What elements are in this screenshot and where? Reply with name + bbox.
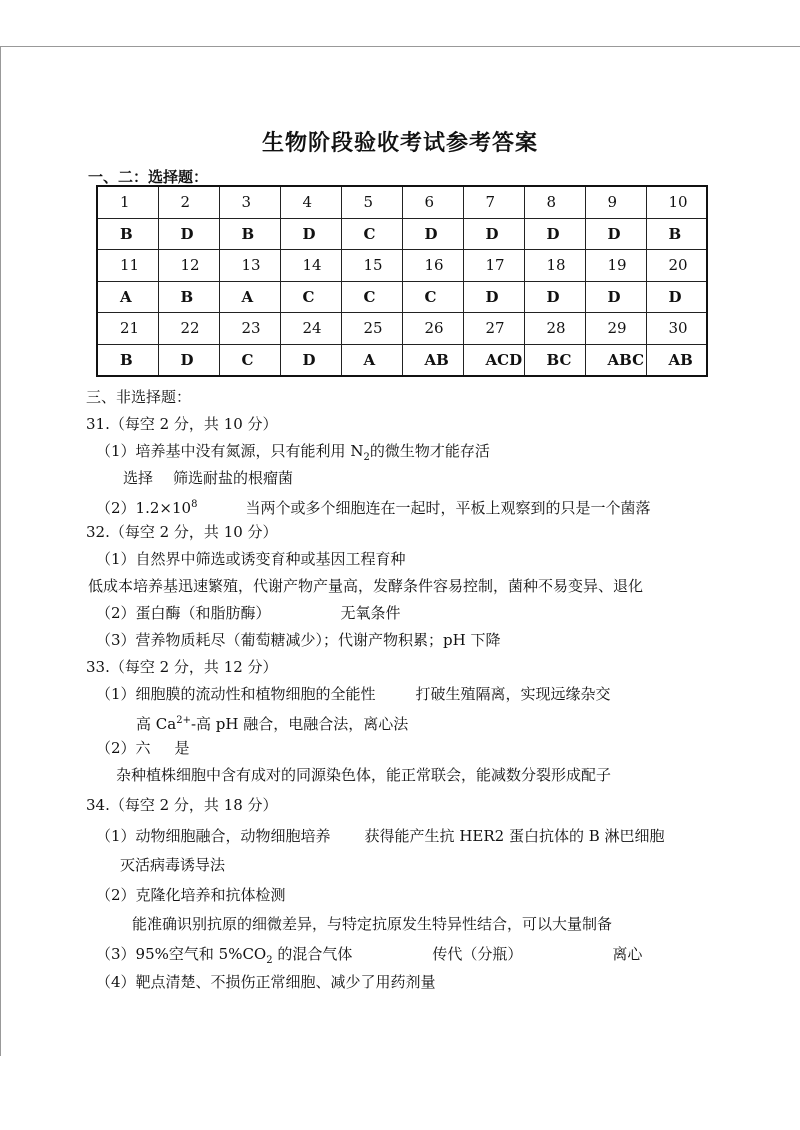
q34-heading: 34.（每空 2 分，共 18 分） [86,796,278,814]
q32-line3-a: （2）蛋白酶（和脂肪酶） [96,604,271,622]
question-number-cell: 1 [97,186,158,218]
question-number-cell: 3 [219,186,280,218]
answer-row [97,344,707,376]
q34-line6: （4）靶点清楚、不损伤正常细胞、减少了用药剂量 [96,973,436,991]
answer-row [97,281,707,313]
answer-cell: D [280,218,341,250]
q33-line2 [136,711,408,734]
q33-line1-b: 打破生殖隔离，实现远缘杂交 [415,685,611,703]
q33-line3 [96,738,190,758]
q33-line3-b: 是 [174,739,190,757]
q32-line4: （3）营养物质耗尽（葡萄糖减少）；代谢产物积累；pH 下降 [96,631,501,649]
answer-cell: ACD [463,344,524,376]
q34-line4: 能准确识别抗原的细微差异，与特定抗原发生特异性结合，可以大量制备 [132,915,613,933]
question-number-cell: 8 [524,186,585,218]
answer-cell: B [97,344,158,376]
q34-line1 [96,826,665,846]
q31-line2 [123,468,293,488]
q33-line2-a: 高 Ca [136,715,177,733]
q31-line3-b: 当两个或多个细胞连在一起时，平板上观察到的只是一个菌落 [245,499,651,517]
q32-heading: 32.（每空 2 分，共 10 分） [86,523,278,541]
answer-table [96,185,708,377]
question-number-cell: 26 [402,313,463,345]
answer-cell: B [97,218,158,250]
answer-cell: C [341,218,402,250]
question-number-cell: 9 [585,186,646,218]
q31-line2-a: 选择 [123,469,154,487]
question-number-cell: 24 [280,313,341,345]
answer-cell: AB [402,344,463,376]
q34-line5-a: （3）95%空气和 5%CO [96,945,267,963]
question-number-cell: 10 [646,186,707,218]
page-top-border [0,46,800,47]
answer-cell: B [158,281,219,313]
section-choice-heading: 一、二：选择题： [88,168,209,186]
answer-cell: A [97,281,158,313]
answer-cell: D [524,218,585,250]
question-number-cell: 13 [219,250,280,282]
q34-line1-b: 获得能产生抗 HER2 蛋白抗体的 B 淋巴细胞 [364,827,665,845]
question-number-cell: 21 [97,313,158,345]
q31-line1-a: （1）培养基中没有氮源，只有能利用 N [96,442,364,460]
page-title: 生物阶段验收考试参考答案 [261,130,538,156]
question-number-cell: 25 [341,313,402,345]
question-number-cell: 22 [158,313,219,345]
answer-cell: D [646,281,707,313]
answer-cell: D [585,218,646,250]
answer-cell: D [463,218,524,250]
question-number-cell: 11 [97,250,158,282]
q31-line3 [96,495,650,518]
answer-cell: D [585,281,646,313]
q34-line3: （2）克隆化培养和抗体检测 [96,886,286,904]
question-number-cell: 30 [646,313,707,345]
question-number-cell: 5 [341,186,402,218]
answer-cell: D [402,218,463,250]
q32-line1: （1）自然界中筛选或诱变育种或基因工程育种 [96,550,406,568]
question-number-row [97,250,707,282]
answer-cell: C [280,281,341,313]
question-number-row [97,186,707,218]
answer-cell: D [463,281,524,313]
q34-line5 [96,944,642,971]
q33-line3-a: （2）六 [96,739,151,757]
answer-cell: C [341,281,402,313]
answer-cell: B [646,218,707,250]
q33-line1 [96,684,611,704]
q34-line5-d: 离心 [612,945,643,963]
question-number-cell: 12 [158,250,219,282]
q32-line2: 低成本培养基迅速繁殖，代谢产物产量高，发酵条件容易控制，菌种不易变异、退化 [88,577,644,595]
q34-line5-b: 的混合气体 [272,945,353,963]
question-number-cell: 29 [585,313,646,345]
question-number-cell: 20 [646,250,707,282]
answer-cell: ABC [585,344,646,376]
q33-line2-sup: 2+ [176,715,191,726]
q31-line3-a: （2）1.2×10 [96,499,192,517]
answer-cell: D [280,344,341,376]
section-nonchoice-heading: 三、非选择题： [86,388,192,406]
question-number-cell: 7 [463,186,524,218]
answer-cell: BC [524,344,585,376]
answer-cell: AB [646,344,707,376]
q34-line5-sub: 2 [266,955,273,966]
q31-line3-sup: 8 [191,499,198,510]
question-number-cell: 19 [585,250,646,282]
answer-cell: C [402,281,463,313]
q31-heading: 31.（每空 2 分，共 10 分） [86,415,278,433]
q34-line5-c: 传代（分瓶） [432,945,523,963]
question-number-cell: 2 [158,186,219,218]
question-number-cell: 15 [341,250,402,282]
q33-heading: 33.（每空 2 分，共 12 分） [86,658,278,676]
answer-cell: B [219,218,280,250]
question-number-cell: 14 [280,250,341,282]
question-number-cell: 6 [402,186,463,218]
question-number-cell: 16 [402,250,463,282]
question-number-cell: 17 [463,250,524,282]
q34-line1-a: （1）动物细胞融合，动物细胞培养 [96,827,331,845]
q33-line2-b: -高 pH 融合，电融合法，离心法 [190,715,409,733]
q33-line1-a: （1）细胞膜的流动性和植物细胞的全能性 [96,685,376,703]
question-number-cell: 18 [524,250,585,282]
question-number-cell: 28 [524,313,585,345]
question-number-row [97,313,707,345]
q31-line2-b: 筛选耐盐的根瘤菌 [173,469,294,487]
answer-cell: A [341,344,402,376]
q32-line3-b: 无氧条件 [340,604,401,622]
question-number-cell: 23 [219,313,280,345]
q34-line2: 灭活病毒诱导法 [120,856,226,874]
answer-row [97,218,707,250]
answer-cell: A [219,281,280,313]
question-number-cell: 27 [463,313,524,345]
answer-cell: C [219,344,280,376]
q31-line1 [96,441,490,468]
answer-cell: D [158,344,219,376]
q31-line1-sub: 2 [363,452,370,463]
page-left-border [0,46,1,1056]
q31-line1-b: 的微生物才能存活 [369,442,490,460]
answer-cell: D [524,281,585,313]
q32-line3 [96,603,401,623]
answer-cell: D [158,218,219,250]
q33-line4: 杂种植株细胞中含有成对的同源染色体，能正常联会，能减数分裂形成配子 [116,766,612,784]
question-number-cell: 4 [280,186,341,218]
